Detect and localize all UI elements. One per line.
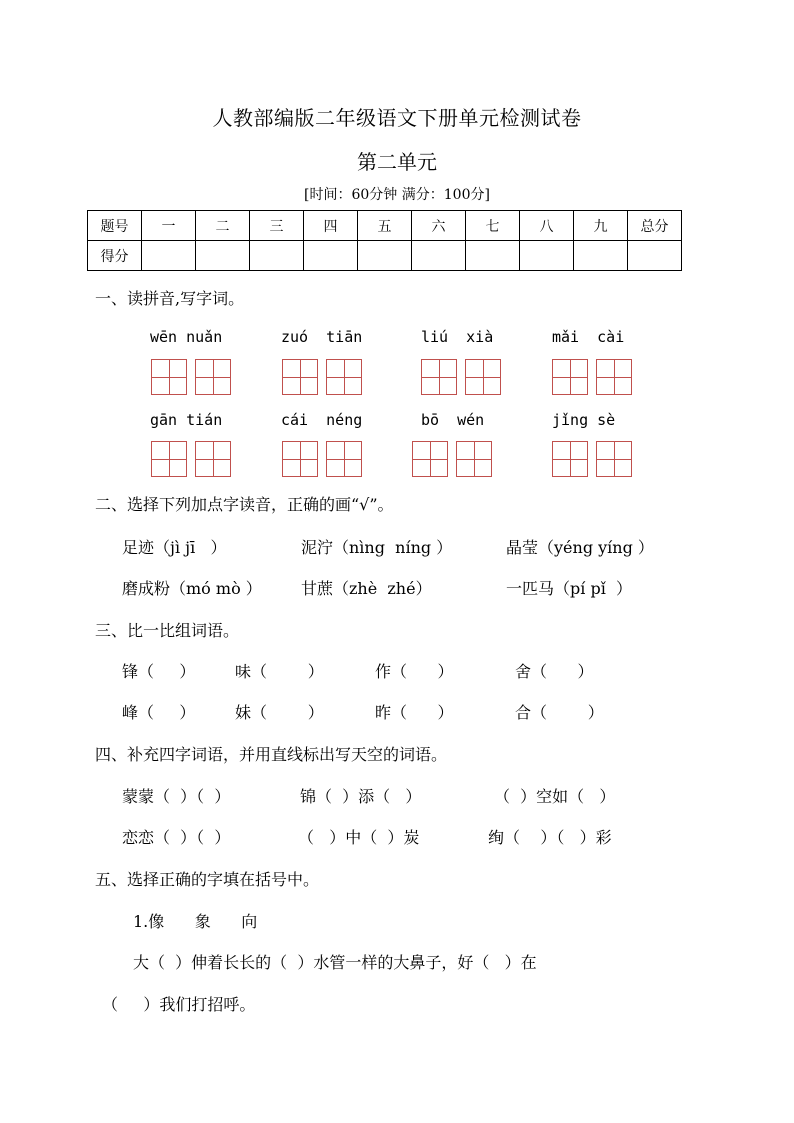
word-pair-blank[interactable]: 合（ ） bbox=[515, 703, 604, 722]
table-cell: 五 bbox=[358, 211, 412, 241]
word-pair-blank[interactable]: 作（ ） bbox=[375, 662, 454, 681]
table-cell: 七 bbox=[466, 211, 520, 241]
score-input-cell[interactable] bbox=[304, 241, 358, 271]
score-input-cell[interactable] bbox=[196, 241, 250, 271]
pinyin-label: gān tián bbox=[150, 411, 223, 429]
page-subtitle: 第二单元 bbox=[357, 150, 437, 174]
score-input-cell[interactable] bbox=[358, 241, 412, 271]
fill-sentence[interactable]: （ ）我们打招呼。 bbox=[102, 995, 256, 1014]
score-input-cell[interactable] bbox=[250, 241, 304, 271]
word-pair-blank[interactable]: 味（ ） bbox=[235, 662, 324, 681]
tian-grid-box[interactable] bbox=[421, 359, 457, 395]
reading-choice[interactable]: 晶莹（yéng yíng ） bbox=[506, 538, 654, 557]
tian-grid-box[interactable] bbox=[412, 441, 448, 477]
section-heading: 一、读拼音,写字词。 bbox=[95, 289, 245, 308]
table-cell: 一 bbox=[142, 211, 196, 241]
idiom-blank[interactable]: 恋恋（ ）（ ） bbox=[122, 828, 231, 847]
tian-grid-box[interactable] bbox=[195, 359, 231, 395]
table-cell: 二 bbox=[196, 211, 250, 241]
table-cell: 八 bbox=[520, 211, 574, 241]
tian-grid-box[interactable] bbox=[552, 359, 588, 395]
score-input-cell[interactable] bbox=[466, 241, 520, 271]
table-cell: 三 bbox=[250, 211, 304, 241]
pinyin-label: mǎi cài bbox=[552, 328, 625, 346]
pinyin-label: wēn nuǎn bbox=[150, 328, 223, 346]
table-cell: 九 bbox=[574, 211, 628, 241]
idiom-blank[interactable]: （ ）空如（ ） bbox=[494, 787, 616, 806]
page-title: 人教部编版二年级语文下册单元检测试卷 bbox=[212, 106, 582, 130]
pinyin-label: cái néng bbox=[281, 411, 363, 429]
score-table bbox=[87, 210, 682, 271]
word-pair-blank[interactable]: 锋（ ） bbox=[122, 662, 196, 681]
table-cell: 六 bbox=[412, 211, 466, 241]
tian-grid-box[interactable] bbox=[596, 359, 632, 395]
word-pair-blank[interactable]: 妹（ ） bbox=[235, 703, 324, 722]
pinyin-label: liú xià bbox=[421, 328, 494, 346]
section-heading: 二、选择下列加点字读音，正确的画“√”。 bbox=[95, 495, 394, 514]
table-row bbox=[88, 211, 682, 241]
idiom-blank[interactable]: 蒙蒙（ ）（ ） bbox=[122, 787, 231, 806]
reading-choice[interactable]: 甘蔗（zhè zhé） bbox=[301, 579, 432, 598]
tian-grid-box[interactable] bbox=[456, 441, 492, 477]
tian-grid-box[interactable] bbox=[596, 441, 632, 477]
table-cell: 得分 bbox=[88, 241, 142, 271]
idiom-blank[interactable]: 绚（ ）（ ）彩 bbox=[488, 828, 612, 847]
pinyin-label: bō wén bbox=[421, 411, 485, 429]
score-input-cell[interactable] bbox=[520, 241, 574, 271]
reading-choice[interactable]: 一匹马（pí pǐ ） bbox=[506, 579, 632, 598]
idiom-blank[interactable]: （ ）中（ ）炭 bbox=[298, 828, 420, 847]
table-cell: 总分 bbox=[628, 211, 682, 241]
section-heading: 四、补充四字词语，并用直线标出写天空的词语。 bbox=[95, 745, 448, 764]
table-cell: 题号 bbox=[88, 211, 142, 241]
tian-grid-box[interactable] bbox=[326, 359, 362, 395]
tian-grid-box[interactable] bbox=[151, 359, 187, 395]
reading-choice[interactable]: 足迹（jì jī ） bbox=[122, 538, 227, 557]
tian-grid-box[interactable] bbox=[465, 359, 501, 395]
tian-grid-box[interactable] bbox=[552, 441, 588, 477]
reading-choice[interactable]: 磨成粉（mó mò ） bbox=[122, 579, 262, 598]
score-input-cell[interactable] bbox=[628, 241, 682, 271]
word-pair-blank[interactable]: 舍（ ） bbox=[515, 662, 594, 681]
exam-meta: [时间：60分钟 满分：100分] bbox=[304, 187, 490, 203]
reading-choice[interactable]: 泥泞（nìng níng ） bbox=[301, 538, 453, 557]
choice-characters: 1.像 象 向 bbox=[133, 912, 258, 931]
fill-sentence[interactable]: 大（ ）伸着长长的（ ）水管一样的大鼻子，好（ ）在 bbox=[133, 953, 537, 972]
table-cell: 四 bbox=[304, 211, 358, 241]
score-input-cell[interactable] bbox=[574, 241, 628, 271]
section-heading: 三、比一比组词语。 bbox=[95, 621, 240, 640]
word-pair-blank[interactable]: 昨（ ） bbox=[375, 703, 454, 722]
tian-grid-box[interactable] bbox=[282, 359, 318, 395]
tian-grid-box[interactable] bbox=[282, 441, 318, 477]
pinyin-label: jǐng sè bbox=[552, 411, 616, 429]
pinyin-label: zuó tiān bbox=[281, 328, 363, 346]
score-input-cell[interactable] bbox=[142, 241, 196, 271]
table-row bbox=[88, 241, 682, 271]
tian-grid-box[interactable] bbox=[151, 441, 187, 477]
score-input-cell[interactable] bbox=[412, 241, 466, 271]
idiom-blank[interactable]: 锦（ ）添（ ） bbox=[300, 787, 422, 806]
section-heading: 五、选择正确的字填在括号中。 bbox=[95, 870, 320, 889]
word-pair-blank[interactable]: 峰（ ） bbox=[122, 703, 196, 722]
tian-grid-box[interactable] bbox=[195, 441, 231, 477]
tian-grid-box[interactable] bbox=[326, 441, 362, 477]
